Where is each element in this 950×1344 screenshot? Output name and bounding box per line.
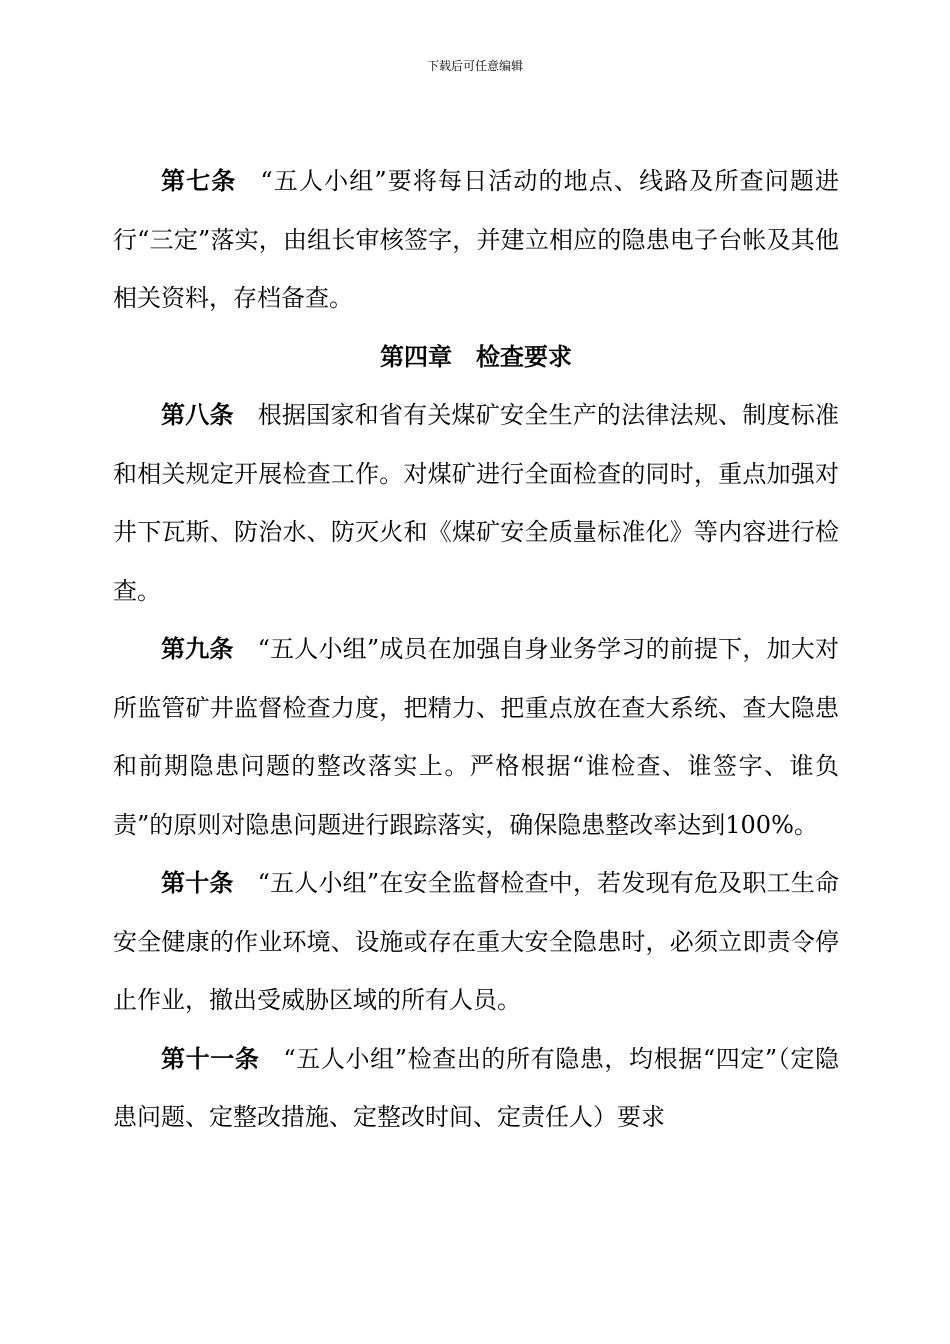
- article-10: [113, 854, 839, 1030]
- article-number: 第八条: [161, 400, 234, 429]
- article-text: 根据国家和省有关煤矿安全生产的法律法规、制度标准和相关规定开展检查工作。对煤矿进行全面检查的同时，重点加强对井下瓦斯、防治水、防灭火和《煤矿安全质量标准化》等内容进行检查。: [113, 401, 840, 605]
- chapter-number: 第四章: [380, 341, 452, 371]
- article-text: “五人小组”要将每日活动的地点、线路及所查问题进行“三定”落实，由组长审核签字，并建立相应的隐患电子台帐及其他相关资料，存档备查。: [113, 167, 839, 312]
- article-number: 第十条: [161, 868, 234, 897]
- chapter-heading: [113, 328, 839, 387]
- document-body: [113, 152, 839, 1147]
- chapter-title: 检查要求: [476, 341, 572, 371]
- article-number: 第九条: [161, 634, 234, 663]
- page-header-note: 下载后可任意编辑: [426, 59, 523, 73]
- article-number: 第十一条: [161, 1043, 260, 1073]
- article-8: [113, 386, 839, 620]
- article-text: “五人小组”在安全监督检查中，若发现有危及职工生命安全健康的作业环境、设施或存在重大安全隐患时，必须立即责令停止作业，撤出受威胁区域的所有人员。: [113, 869, 839, 1014]
- article-11: [113, 1030, 839, 1147]
- article-text: “五人小组”检查出的所有隐患，均根据“四定”（定隐患问题、定整改措施、定整改时间、定责任人）要求: [113, 1044, 840, 1131]
- article-7: [113, 152, 839, 328]
- article-text: “五人小组”成员在加强自身业务学习的前提下，加大对所监管矿井监督检查力度，把精力、把重点放在查大系统、查大隐患和前期隐患问题的整改落实上。严格根据“谁检查、谁签字、谁负责”的原则对隐患问题进行跟踪落实，确保隐患整改率达到100%。: [113, 635, 839, 839]
- article-9: [113, 620, 839, 854]
- article-number: 第七条: [161, 166, 237, 195]
